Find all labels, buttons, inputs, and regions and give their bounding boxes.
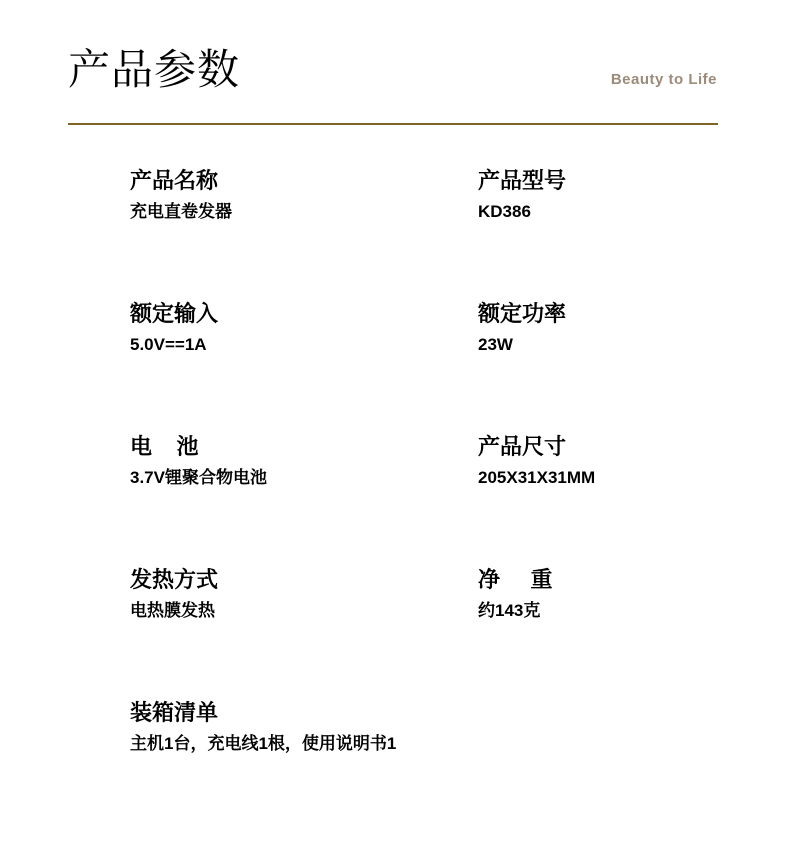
spec-value: 3.7V锂聚合物电池 (130, 468, 267, 487)
spec-value: 电热膜发热 (130, 601, 215, 620)
spec-item-rated-input (130, 301, 478, 434)
spec-label: 产品型号 (478, 168, 567, 193)
spec-value: 205X31X31MM (478, 468, 596, 487)
spec-item-product-size (478, 434, 790, 567)
header (0, 0, 790, 92)
spec-label: 产品名称 (130, 168, 219, 193)
spec-label: 额定功率 (478, 301, 567, 326)
spec-label: 发热方式 (130, 567, 219, 592)
spec-grid (130, 168, 790, 833)
spec-item-heating-method (130, 567, 478, 700)
spec-value: 主机1台，充电线1根，使用说明书1 (130, 734, 397, 753)
page-title: 产品参数 (68, 46, 241, 93)
spec-value: 约143克 (478, 601, 541, 620)
brand-slogan: Beauty to Life (610, 71, 717, 88)
spec-item-product-name (130, 168, 478, 301)
spec-label: 额定输入 (130, 301, 219, 326)
spec-label: 产品尺寸 (478, 434, 567, 459)
spec-value: 充电直卷发器 (130, 202, 232, 221)
spec-item-packing-list (130, 700, 790, 833)
spec-label: 装箱清单 (130, 700, 219, 725)
spec-value: KD386 (478, 202, 531, 221)
spec-value: 23W (478, 335, 513, 354)
spec-label: 电 池 (130, 434, 199, 459)
spec-value: 5.0V==1A (130, 335, 207, 354)
spec-item-rated-power (478, 301, 790, 434)
divider-line (68, 123, 718, 125)
spec-item-battery (130, 434, 478, 567)
spec-item-net-weight (478, 567, 790, 700)
spec-item-product-model (478, 168, 790, 301)
spec-label: 净 重 (478, 567, 553, 592)
